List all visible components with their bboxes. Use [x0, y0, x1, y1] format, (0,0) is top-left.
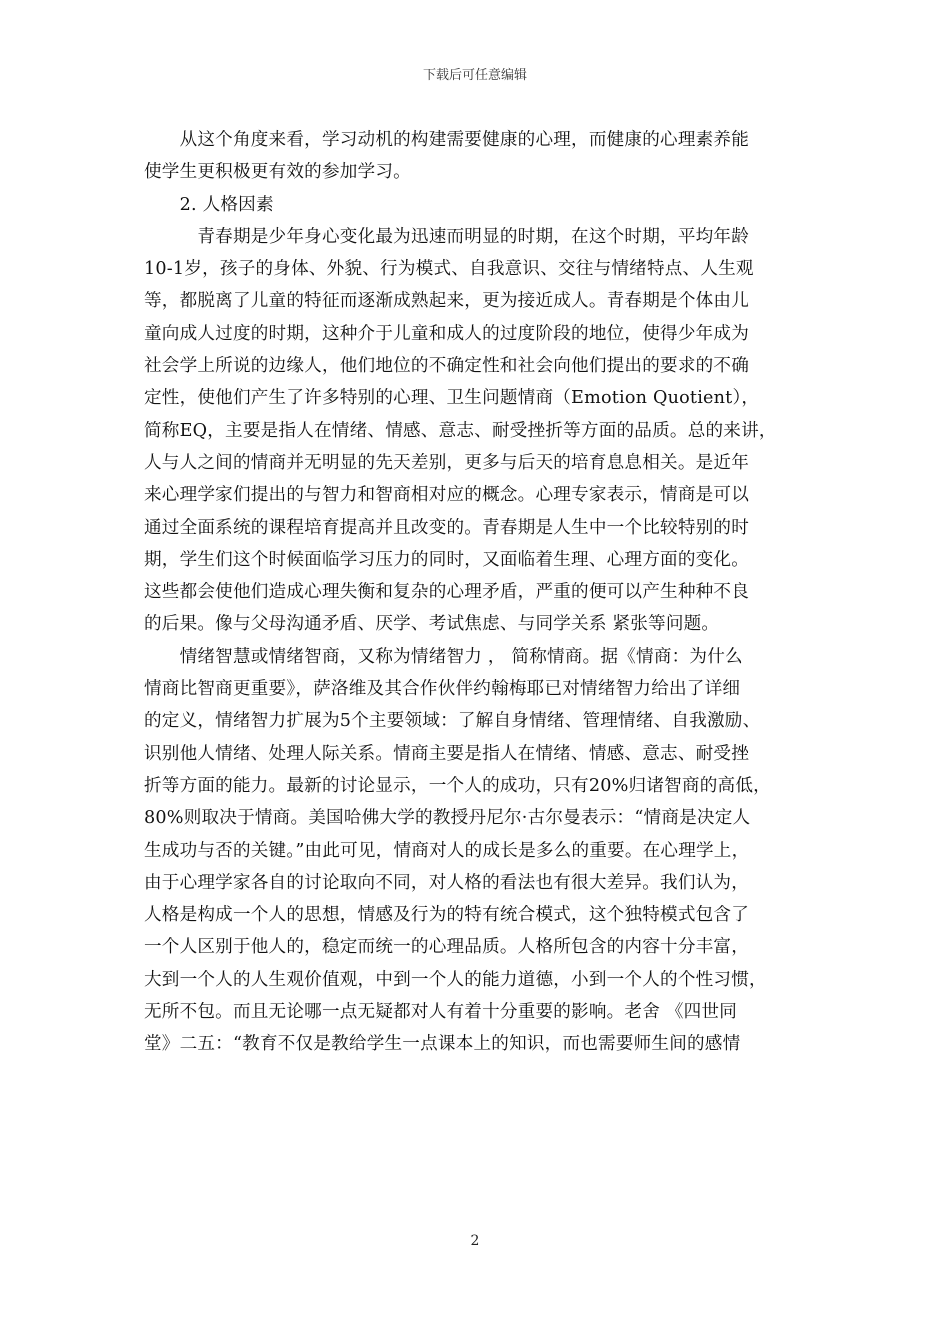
text-line: 堂》二五：“教育不仅是教给学生一点课本上的知识，而也需要师生间的感情 — [144, 1034, 741, 1055]
text-line: 期，学生们这个时候面临学习压力的同时，又面临着生理、心理方面的变化。 — [144, 549, 749, 570]
text-line: 童向成人过度的时期，这种介于儿童和成人的过度阶段的地位，使得少年成为 — [144, 323, 749, 344]
text-line: 的定义，情绪智力扩展为5个主要领域：了解自身情绪、管理情绪、自我激励、 — [144, 711, 761, 732]
text-line: 通过全面系统的课程培育提高并且改变的。青春期是人生中一个比较特别的时 — [144, 517, 749, 538]
text-line: 由于心理学家各自的讨论取向不同，对人格的看法也有很大差异。我们认为， — [144, 872, 749, 893]
text-line: 一个人区别于他人的，稳定而统一的心理品质。人格所包含的内容十分丰富， — [144, 937, 749, 958]
page-header: 下载后可任意编辑 — [422, 68, 527, 83]
text-line: 情商比智商更重要》，萨洛维及其合作伙伴约翰梅耶已对情绪智力给出了详细 — [144, 679, 741, 700]
text-line: 10-1岁，孩子的身体、外貌、行为模式、自我意识、交往与情绪特点、人生观 — [144, 259, 754, 280]
text-line: 使学生更积极更有效的参加学习。 — [144, 162, 411, 183]
text-line: 社会学上所说的边缘人，他们地位的不确定性和社会向他们提出的要求的不确 — [144, 356, 749, 377]
text-line: 从这个角度来看，学习动机的构建需要健康的心理，而健康的心理素养能 — [144, 130, 749, 150]
text-line: 来心理学家们提出的与智力和智商相对应的概念。心理专家表示，情商是可以 — [144, 485, 749, 506]
text-line: 等，都脱离了儿童的特征而逐渐成熟起来，更为接近成人。青春期是个体由儿 — [144, 291, 749, 312]
page-number: 2 — [470, 1233, 480, 1249]
text-line: 大到一个人的人生观价值观，中到一个人的能力道德，小到一个人的个性习惯， — [144, 969, 767, 990]
text-line: 情绪智慧或情绪智商，又称为情绪智力 ， 简称情商。据《情商：为什么 — [144, 646, 743, 667]
text-line: 简称EQ，主要是指人在情绪、情感、意志、耐受挫折等方面的品质。总的来讲， — [144, 420, 777, 441]
text-line: 识别他人情绪、处理人际关系。情商主要是指人在情绪、情感、意志、耐受挫 — [144, 743, 749, 764]
text-line: 人与人之间的情商并无明显的先天差别，更多与后天的培育息息相关。是近年 — [144, 452, 749, 473]
text-line: 这些都会使他们造成心理失衡和复杂的心理矛盾，严重的便可以产生种种不良 — [144, 582, 749, 603]
text-line: 折等方面的能力。最新的讨论显示，一个人的成功，只有20%归诸智商的高低， — [144, 775, 771, 796]
text-line: 青春期是少年身心变化最为迅速而明显的时期，在这个时期，平均年龄 — [144, 226, 749, 247]
text-line: 的后果。像与父母沟通矛盾、厌学、考试焦虑、与同学关系 紧张等问题。 — [144, 614, 720, 635]
section-heading: 2. 人格因素 — [144, 194, 274, 215]
text-line: 生成功与否的关键。”由此可见，情商对人的成长是多么的重要。在心理学上， — [144, 840, 750, 861]
text-line: 80%则取决于情商。美国哈佛大学的教授丹尼尔·古尔曼表示：“情商是决定人 — [144, 808, 751, 829]
document-body — [144, 124, 816, 1061]
text-line: 人格是构成一个人的思想，情感及行为的特有统合模式，这个独特模式包含了 — [144, 905, 749, 926]
text-line: 定性，使他们产生了许多特别的心理、卫生问题情商（Emotion Quotient）， — [144, 388, 760, 409]
text-line: 无所不包。而且无论哪一点无疑都对人有着十分重要的影响。老舍 《四世同 — [144, 1002, 737, 1023]
